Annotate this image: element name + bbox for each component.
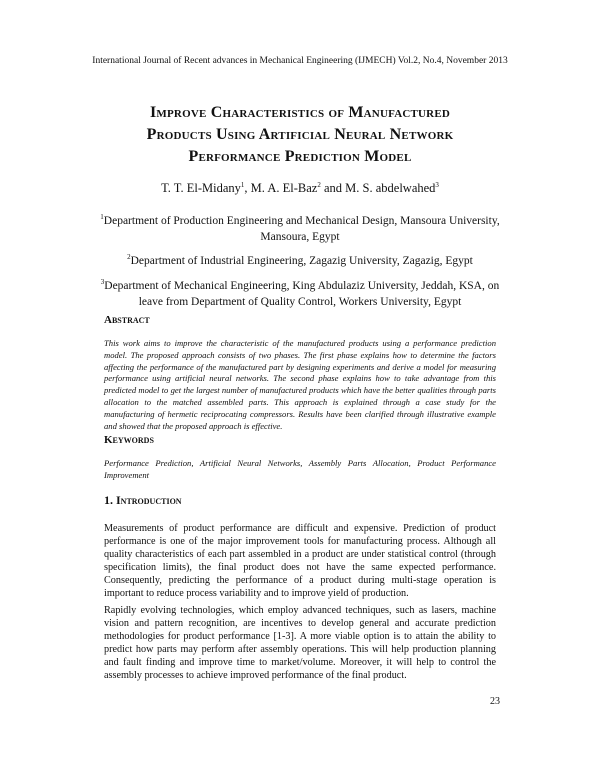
author-list (0, 181, 600, 196)
page-number: 23 (490, 696, 500, 707)
journal-header: International Journal of Recent advances in Mechanical Engineering (IJMECH) Vol.2, No.4, November 2013 (92, 56, 508, 66)
abstract-text: This work aims to improve the characteristic of the manufactured products using a performance prediction model. The proposed approach consists of two phases. The first phase explains how to determine the factors affecting the performance of the manufactured part by designing experiments and derive a model for measuring performance using artificial neural networks. The second phase explains how to take advantage from this predicted model to get the largest number of manufactured products which have the better qualities through parts allocation to the matched assembled parts. This approach is explained through a case study for the manufacturing of hermetic reciprocating compressors. Results have been clarified through illustrative example and showed that the proposed approach is effective. (104, 338, 496, 431)
affiliation-3-text: Department of Mechanical Engineering, King Abdulaziz University, Jeddah, KSA, on leave from Department of Quality Control, Workers University, Egypt (104, 279, 500, 308)
title-line-1: Improve Characteristics of Manufactured (150, 104, 450, 121)
introduction-paragraph-1: Measurements of product performance are difficult and expensive. Prediction of product performance is one of the major improvement tools for manufacturing process. Although all quality characteristics of each part assembled in a product are under statistical control (through specification limits), the final product does not have the same expected performance. Consequently, predicting the performance of a product during multi-stage operation is important to reduce process variability and to improve yield of production. (104, 523, 496, 600)
introduction-heading: 1. Introduction (104, 493, 182, 507)
keywords-text: Performance Prediction, Artificial Neural Networks, Assembly Parts Allocation, Product Performance Improvement (104, 458, 496, 480)
title-line-2: Products Using Artificial Neural Network (146, 126, 454, 143)
author-2-sup: 2 (317, 181, 321, 189)
affiliation-1-sup: 1 (100, 213, 104, 221)
introduction-paragraph-2: Rapidly evolving technologies, which employ advanced techniques, such as lasers, machine vision and pattern recognition, are incentives to develop general and accurate prediction methodologies for product performance [1-3]. A more viable option is to attain the ability to predict how parts may perform after assembly operations. This will help production planning and fault finding and improve time to market/volume. Moreover, it will help to control the assembly processes to achieve improved performance of the final product. (104, 605, 496, 682)
author-3: M. S. abdelwahed (345, 181, 436, 196)
author-separator: , (244, 181, 251, 196)
paper-title (60, 102, 540, 168)
affiliation-3 (100, 274, 500, 310)
author-separator: and (320, 181, 346, 196)
abstract-heading: Abstract (104, 314, 150, 326)
author-1: T. T. El-Midany (161, 181, 241, 196)
affiliation-3-sup: 3 (100, 278, 105, 286)
affiliation-1 (100, 209, 500, 245)
author-3-sup: 3 (435, 181, 439, 189)
keywords-heading: Keywords (104, 434, 154, 446)
author-2: M. A. El-Baz (250, 181, 318, 196)
affiliation-1-text: Department of Production Engineering and Mechanical Design, Mansoura University, Mansoura, Egypt (103, 214, 500, 243)
author-1-sup: 1 (240, 181, 245, 189)
title-line-3: Performance Prediction Model (188, 148, 412, 165)
affiliation-2-text: Department of Industrial Engineering, Zagazig University, Zagazig, Egypt (130, 254, 473, 267)
affiliation-2 (100, 249, 500, 269)
affiliation-2-sup: 2 (127, 253, 131, 261)
